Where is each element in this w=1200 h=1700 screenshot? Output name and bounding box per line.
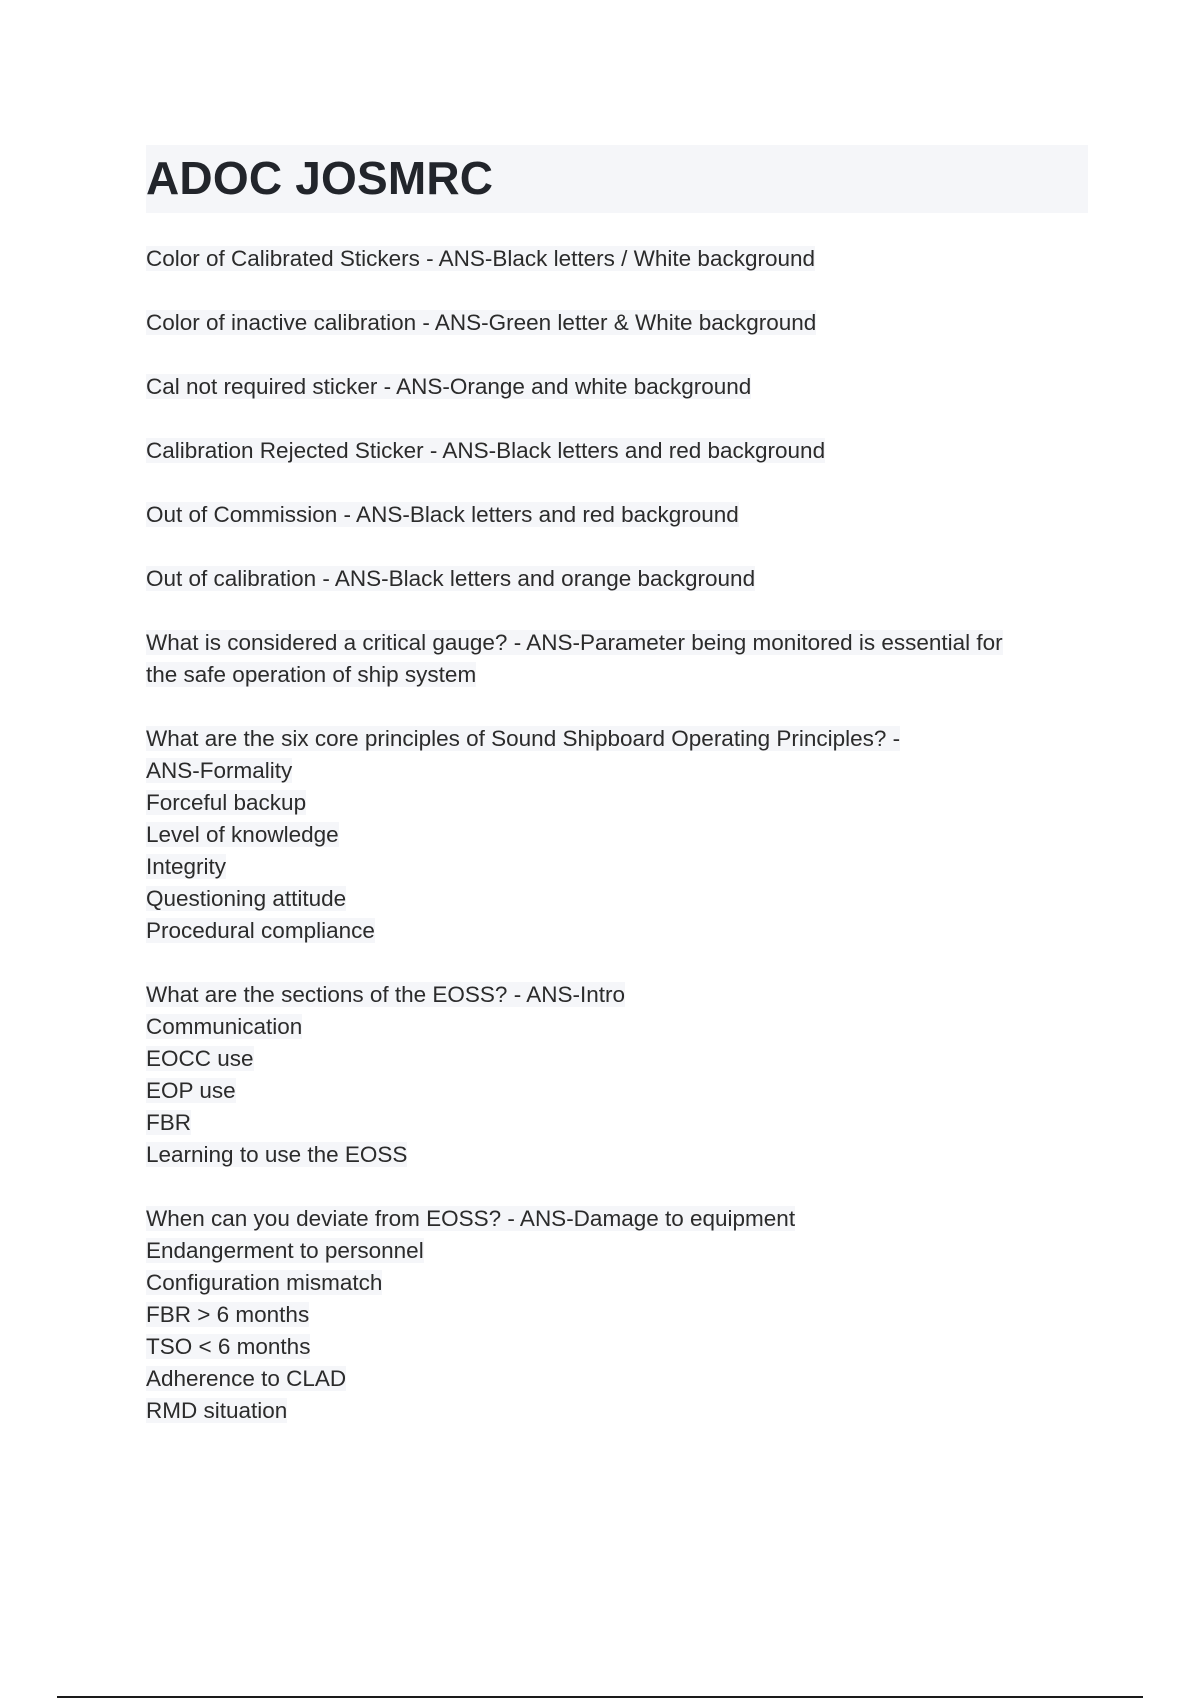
qa-entry (146, 435, 1086, 467)
qa-entry (146, 243, 1086, 275)
qa-line-text: EOP use (146, 1078, 236, 1103)
qa-answer-line (146, 1011, 1086, 1043)
qa-line-text: Color of Calibrated Stickers - ANS-Black letters / White background (146, 246, 816, 271)
qa-line-text: FBR (146, 1110, 191, 1135)
document-title: ADOC JOSMRC (146, 152, 494, 204)
qa-answer-line (146, 1043, 1086, 1075)
qa-line-text: Communication (146, 1014, 303, 1039)
qa-line-text: Learning to use the EOSS (146, 1142, 408, 1167)
qa-answer-line (146, 1395, 1086, 1427)
qa-entry (146, 1203, 1086, 1427)
qa-answer-line (146, 883, 1086, 915)
qa-entry (146, 371, 1086, 403)
qa-entry (146, 307, 1086, 339)
qa-answer-line (146, 819, 1086, 851)
qa-line-text: the safe operation of ship system (146, 662, 477, 687)
qa-answer-line (146, 1299, 1086, 1331)
qa-question-line (146, 435, 1086, 467)
qa-answer-line (146, 1331, 1086, 1363)
qa-entry (146, 979, 1086, 1171)
qa-line-text: Questioning attitude (146, 886, 347, 911)
qa-line-text: Forceful backup (146, 790, 307, 815)
qa-line-text: What are the sections of the EOSS? - ANS-Intro (146, 982, 625, 1007)
qa-line-text: Out of calibration - ANS-Black letters and orange background (146, 566, 756, 591)
qa-question-line (146, 371, 1086, 403)
qa-line-text: Out of Commission - ANS-Black letters and red background (146, 502, 739, 527)
qa-answer-line (146, 755, 1086, 787)
qa-line-text: TSO < 6 months (146, 1334, 311, 1359)
qa-entry (146, 499, 1086, 531)
qa-line-text: Integrity (146, 854, 227, 879)
qa-entry (146, 723, 1086, 947)
qa-answer-line (146, 1235, 1086, 1267)
qa-line-text: What is considered a critical gauge? - ANS-Parameter being monitored is essential for (146, 630, 1003, 655)
qa-line-text: FBR > 6 months (146, 1302, 310, 1327)
qa-answer-line (146, 1075, 1086, 1107)
qa-question-line (146, 307, 1086, 339)
footer-divider (57, 1696, 1143, 1698)
qa-line-text: EOCC use (146, 1046, 254, 1071)
qa-question-line (146, 627, 1086, 659)
qa-line-text: When can you deviate from EOSS? - ANS-Damage to equipment (146, 1206, 796, 1231)
qa-question-line (146, 1203, 1086, 1235)
qa-entry (146, 627, 1086, 691)
qa-line-text: Endangerment to personnel (146, 1238, 424, 1263)
qa-question-line (146, 563, 1086, 595)
qa-answer-line (146, 851, 1086, 883)
qa-answer-line (146, 1363, 1086, 1395)
qa-question-line (146, 243, 1086, 275)
qa-answer-line (146, 1107, 1086, 1139)
qa-line-text: Configuration mismatch (146, 1270, 383, 1295)
qa-answer-line (146, 787, 1086, 819)
qa-answer-line (146, 1267, 1086, 1299)
qa-question-line (146, 723, 1086, 755)
qa-question-line (146, 499, 1086, 531)
qa-line-text: Level of knowledge (146, 822, 339, 847)
qa-answer-line (146, 915, 1086, 947)
qa-line-text: RMD situation (146, 1398, 288, 1423)
qa-question-line (146, 979, 1086, 1011)
qa-answer-line (146, 1139, 1086, 1171)
qa-line-text: Adherence to CLAD (146, 1366, 347, 1391)
qa-line-text: Cal not required sticker - ANS-Orange and white background (146, 374, 752, 399)
qa-entry (146, 563, 1086, 595)
qa-list (146, 243, 1086, 1459)
qa-answer-line (146, 659, 1086, 691)
qa-line-text: Color of inactive calibration - ANS-Green letter & White background (146, 310, 817, 335)
qa-line-text: ANS-Formality (146, 758, 293, 783)
qa-line-text: What are the six core principles of Sound Shipboard Operating Principles? - (146, 726, 901, 751)
qa-line-text: Procedural compliance (146, 918, 375, 943)
qa-line-text: Calibration Rejected Sticker - ANS-Black letters and red background (146, 438, 826, 463)
